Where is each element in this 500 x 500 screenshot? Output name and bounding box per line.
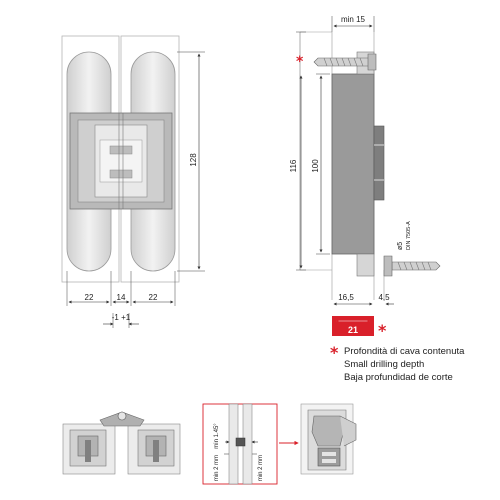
dim-height-total: 128 bbox=[189, 153, 198, 167]
dim-min-depth: min 15 bbox=[340, 15, 366, 24]
legend-spanish: Baja profundidad de corte bbox=[344, 372, 453, 383]
installation-detail-left bbox=[63, 412, 180, 474]
dim-min-1-45: min 1.45° bbox=[214, 423, 220, 449]
screw-bottom bbox=[384, 256, 440, 276]
clearance-detail bbox=[203, 404, 298, 484]
dim-min-2mm-b: min 2 mm bbox=[258, 454, 264, 482]
dim-screw: ø5 bbox=[397, 241, 404, 250]
legend-italian: Profondità di cava contenuta bbox=[344, 346, 465, 357]
red-asterisk-side: * bbox=[296, 54, 304, 70]
dim-depth-16-5: 16,5 bbox=[338, 293, 354, 302]
front-view bbox=[62, 36, 205, 328]
dim-adjust: -1 +1 bbox=[111, 313, 131, 322]
dim-gap: 14 bbox=[116, 293, 126, 302]
side-view bbox=[289, 15, 440, 340]
perspective-detail bbox=[301, 404, 356, 474]
hinge-side-body bbox=[332, 74, 374, 254]
dim-width-right: 22 bbox=[148, 293, 158, 302]
dim-offset-4-5: 4,5 bbox=[378, 293, 390, 302]
legend-english: Small drilling depth bbox=[344, 359, 425, 370]
red-asterisk-badge: * bbox=[378, 321, 387, 340]
dim-height-100: 100 bbox=[311, 159, 320, 173]
dim-depth-21: 21 bbox=[347, 325, 359, 335]
dim-height-116: 116 bbox=[289, 159, 298, 173]
dim-min-2mm-a: min 2 mm bbox=[214, 454, 220, 482]
dim-screw-standard: DIN 7505-A bbox=[406, 221, 412, 250]
legend-asterisk: * bbox=[330, 343, 339, 362]
dim-width-left: 22 bbox=[84, 293, 94, 302]
